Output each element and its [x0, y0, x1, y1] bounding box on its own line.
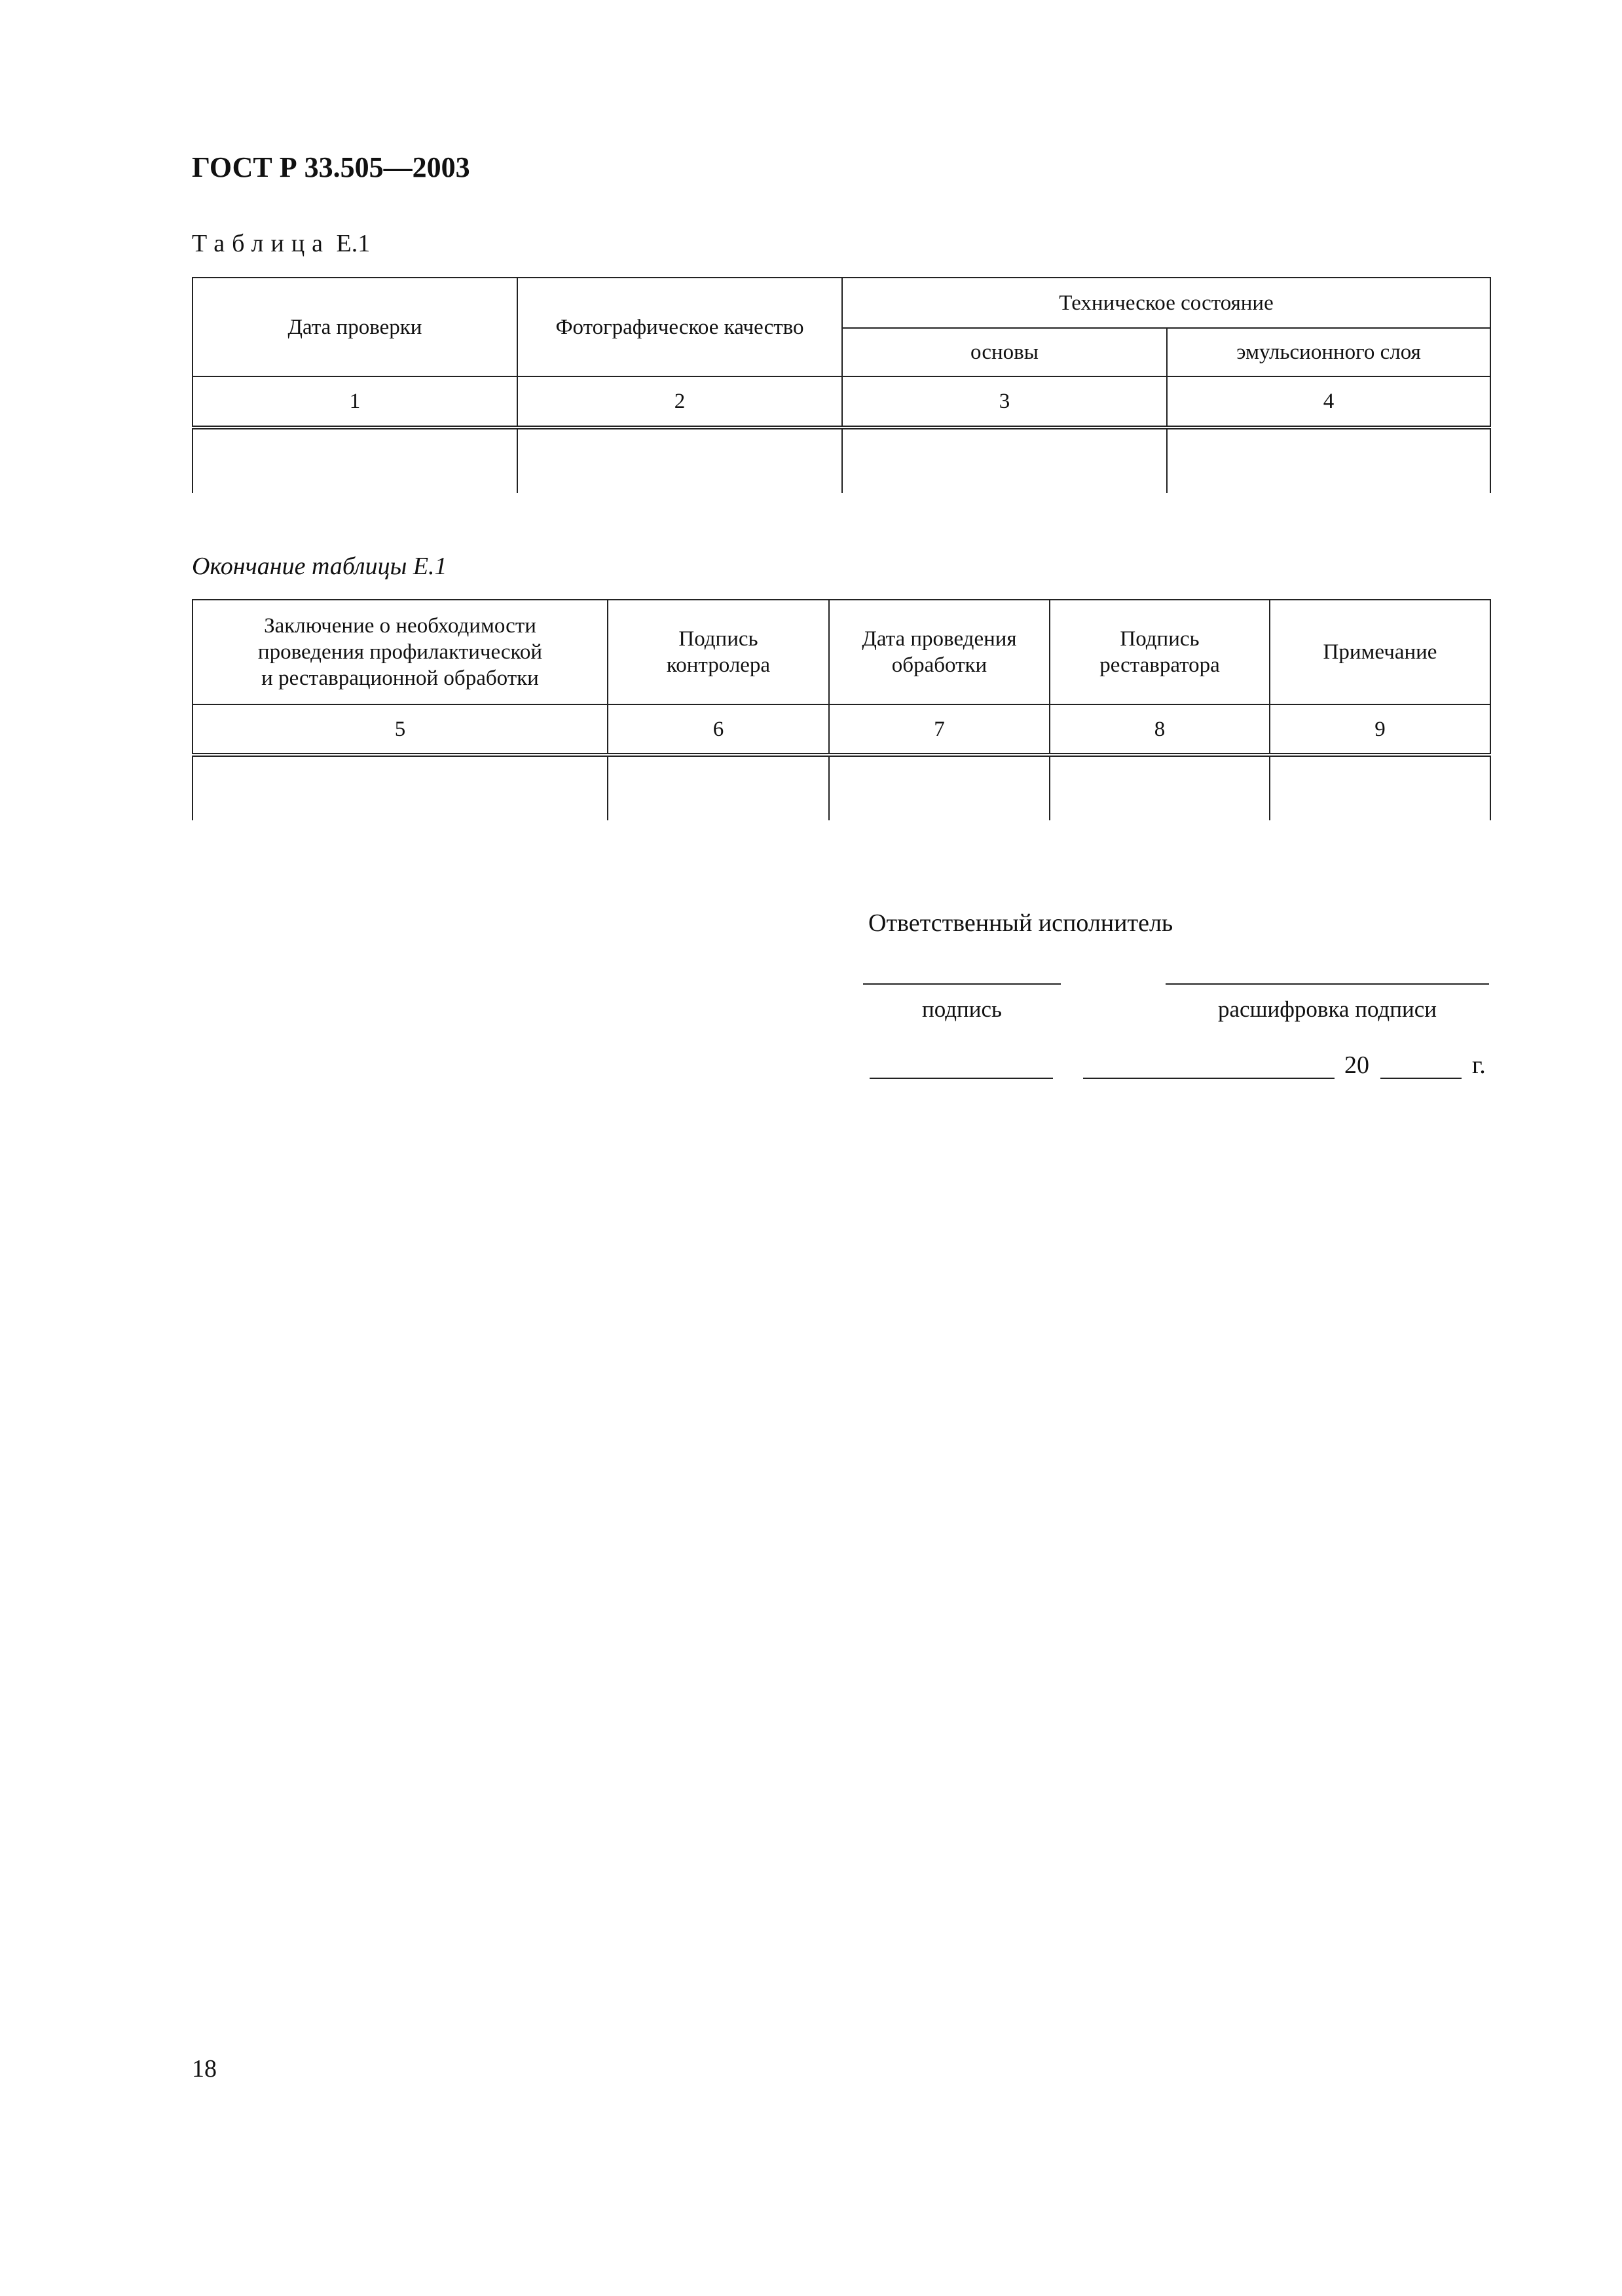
empty-cell: [193, 428, 517, 493]
empty-cell: [1050, 755, 1270, 820]
empty-cell: [608, 755, 829, 820]
empty-cell: [829, 755, 1050, 820]
column-number: 2: [517, 376, 842, 428]
table-caption-number: Е.1: [336, 230, 371, 257]
header-processing-date: [829, 600, 1050, 704]
header-processing-line1: Дата проведения: [862, 627, 1017, 651]
table-e1-continuation: [192, 599, 1491, 820]
header-restorer-signature: [1050, 600, 1270, 704]
header-processing-line2: обработки: [891, 653, 987, 677]
date-year-line: [1380, 1078, 1462, 1079]
year-suffix: г.: [1472, 1051, 1486, 1079]
header-controller-line1: Подпись: [678, 627, 758, 651]
decode-signature-line: [1166, 983, 1489, 985]
header-conclusion-line2: проведения профилактической: [257, 640, 543, 664]
header-conclusion-line1: Заключение о необходимости: [264, 614, 536, 638]
empty-cell: [517, 428, 842, 493]
column-number: 7: [829, 704, 1050, 755]
column-number: 6: [608, 704, 829, 755]
header-emulsion-layer: эмульсионного слоя: [1167, 328, 1490, 376]
header-check-date: Дата проверки: [193, 278, 517, 376]
table-e1: [192, 277, 1491, 493]
date-month-line: [1083, 1078, 1335, 1079]
column-number: 9: [1270, 704, 1490, 755]
column-number: 3: [842, 376, 1167, 428]
empty-cell: [842, 428, 1167, 493]
year-prefix: 20: [1344, 1051, 1369, 1079]
header-base: основы: [842, 328, 1167, 376]
header-restorer-line2: реставратора: [1099, 653, 1220, 677]
header-technical-state: Техническое состояние: [842, 278, 1490, 328]
header-controller-line2: контролера: [666, 653, 771, 677]
table-caption-word: Таблица: [192, 230, 331, 257]
signature-line: [863, 983, 1061, 985]
column-number: 1: [193, 376, 517, 428]
responsible-executor-label: Ответственный исполнитель: [868, 909, 1173, 937]
column-number: 8: [1050, 704, 1270, 755]
column-number: 4: [1167, 376, 1490, 428]
header-conclusion: [193, 600, 608, 704]
table-continuation-caption: Окончание таблицы Е.1: [192, 553, 447, 580]
page-number: 18: [192, 2055, 217, 2083]
empty-cell: [193, 755, 608, 820]
header-controller-signature: [608, 600, 829, 704]
decode-signature-label: расшифровка подписи: [1218, 996, 1437, 1022]
date-day-line: [870, 1078, 1053, 1079]
document-title: ГОСТ Р 33.505—2003: [192, 151, 470, 183]
signature-label: подпись: [922, 996, 1002, 1022]
table-caption: [192, 229, 370, 258]
empty-cell: [1167, 428, 1490, 493]
header-photo-quality: Фотографическое качество: [517, 278, 842, 376]
column-number: 5: [193, 704, 608, 755]
header-restorer-line1: Подпись: [1120, 627, 1200, 651]
header-conclusion-line3: и реставрационной обработки: [261, 666, 539, 690]
header-note: Примечание: [1270, 600, 1490, 704]
empty-cell: [1270, 755, 1490, 820]
